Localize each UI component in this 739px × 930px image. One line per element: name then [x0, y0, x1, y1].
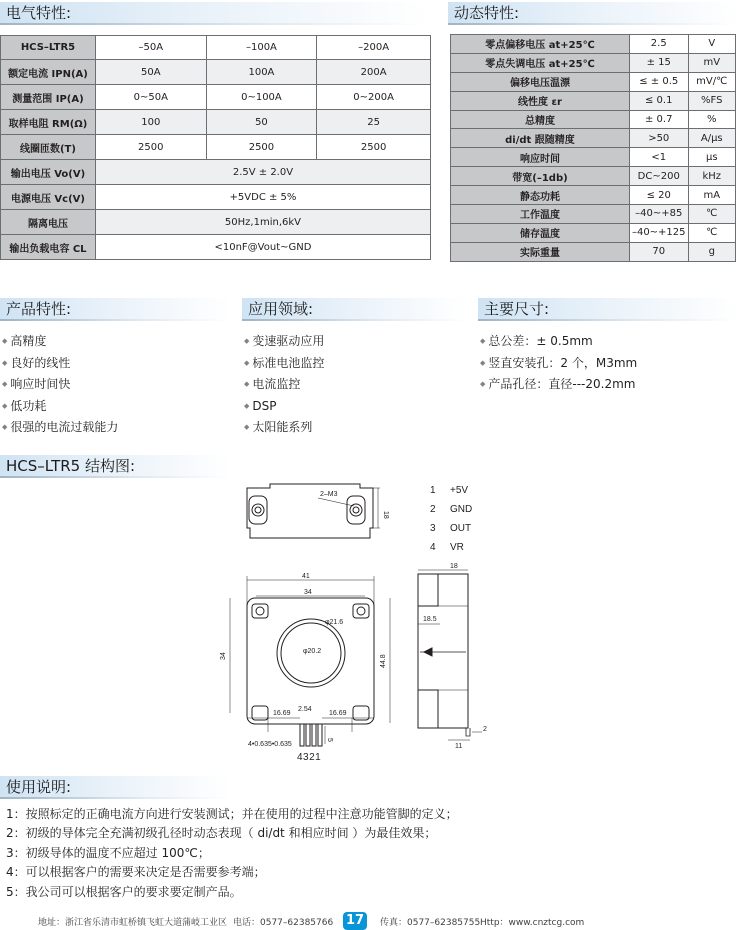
label-d216: φ21.6: [325, 619, 344, 626]
pin-name: +5V: [450, 485, 469, 496]
row-value: <10nF@Vout~GND: [95, 235, 430, 260]
label-448: 44.8: [380, 654, 387, 668]
row-value: 50: [206, 110, 317, 135]
list-item: ◆ 总公差：± 0.5mm: [480, 332, 637, 354]
row-unit: ℃: [688, 205, 735, 224]
dynamic-spec-table: [450, 34, 736, 262]
variant-header: –50A: [95, 36, 206, 60]
row-value: 2500: [95, 135, 206, 160]
table-row: [451, 167, 736, 186]
table-row: [451, 205, 736, 224]
usage-note: 2：初级的导体完全充满初级孔径时动态表现（ di/dt 和相应时间 ）为最佳效果；: [6, 826, 437, 841]
table-row: [451, 35, 736, 54]
table-row: [1, 85, 431, 110]
pin-number: 4: [430, 542, 436, 553]
usage-note: 3：初级导体的温度不应超过 100℃；: [6, 845, 210, 860]
variant-header: –100A: [206, 36, 317, 60]
footer: [0, 912, 739, 930]
structure-section-title: HCS–LTR5 结构图:: [0, 455, 230, 477]
table-row: [1, 210, 431, 235]
table-row: [451, 53, 736, 72]
row-unit: V: [688, 35, 735, 54]
row-label: 工作温度: [451, 205, 630, 224]
row-value: +5VDC ± 5%: [95, 185, 430, 210]
table-row: [451, 186, 736, 205]
table-row: [451, 72, 736, 91]
row-value: 2500: [317, 135, 431, 160]
row-value: >50: [629, 129, 688, 148]
application-section-title: 应用领域:: [242, 298, 467, 320]
usage-section-title: 使用说明:: [0, 776, 230, 798]
row-label: 输出负载电容 CL: [1, 235, 96, 260]
label-5: 5: [326, 738, 333, 742]
list-item: ◆ 电流监控: [244, 375, 324, 397]
list-item: ◆ 响应时间快: [2, 375, 118, 397]
electrical-spec-table: [0, 35, 431, 260]
footer-fax: 传真：0577–62385755: [380, 918, 481, 928]
pin-name: GND: [450, 504, 473, 515]
row-value: 70: [629, 242, 688, 261]
label-34-h: 34: [220, 652, 227, 660]
row-label: 电源电压 Vc(V): [1, 185, 96, 210]
dimensions-list: [480, 332, 637, 397]
electrical-section-title: 电气特性:: [0, 2, 430, 24]
list-item: ◆ 太阳能系列: [244, 418, 324, 440]
row-label: 总精度: [451, 110, 630, 129]
pin-name: OUT: [450, 523, 472, 534]
label-34-w: 34: [304, 589, 312, 596]
row-value: 0~50A: [95, 85, 206, 110]
side-view: [418, 563, 487, 750]
row-label: 储存温度: [451, 223, 630, 242]
pinout-list: [430, 485, 472, 553]
label-side-18: 18: [450, 563, 458, 570]
label-41: 41: [302, 573, 310, 580]
row-value: 100A: [206, 60, 317, 85]
label-side-185: 18.5: [423, 616, 437, 623]
row-value: ≤ 0.1: [629, 91, 688, 110]
label-top-18: 18: [382, 511, 389, 519]
row-label: 隔离电压: [1, 210, 96, 235]
usage-note: 4：可以根据客户的需要来决定是否需要参考端；: [6, 865, 266, 880]
list-item: ◆ 标准电池监控: [244, 354, 324, 376]
label-pins: 4•0.635•0.635: [248, 741, 292, 748]
row-unit: mA: [688, 186, 735, 205]
footer-phone: 电话：0577–62385766: [233, 918, 334, 928]
row-unit: %FS: [688, 91, 735, 110]
row-value: 50A: [95, 60, 206, 85]
row-value: –40~+85: [629, 205, 688, 224]
list-item: ◆ DSP: [244, 397, 324, 419]
usage-note: 1：按照标定的正确电流方向进行安装测试；并在使用的过程中注意功能管脚的定义；: [6, 807, 458, 821]
product-section-title: 产品特性:: [0, 298, 230, 320]
row-unit: µs: [688, 148, 735, 167]
row-value: 0~100A: [206, 85, 317, 110]
row-value: 50Hz,1min,6kV: [95, 210, 430, 235]
row-label: 取样电阻 RM(Ω): [1, 110, 96, 135]
table-row: [1, 160, 431, 185]
row-label: 偏移电压温漂: [451, 72, 630, 91]
row-value: –40~+125: [629, 223, 688, 242]
row-label: 线性度 εr: [451, 91, 630, 110]
model-header: HCS–LTR5: [1, 36, 96, 60]
row-label: 测量范围 IP(A): [1, 85, 96, 110]
dynamic-section-title: 动态特性:: [448, 2, 739, 24]
list-item: ◆ 很强的电流过载能力: [2, 418, 118, 440]
row-label: di/dt 跟随精度: [451, 129, 630, 148]
row-value: ≤ ± 0.5: [629, 72, 688, 91]
footer-web: Http：www.cnztcg.com: [480, 918, 585, 928]
list-item: ◆ 低功耗: [2, 397, 118, 419]
row-label: 零点偏移电压 at+25℃: [451, 35, 630, 54]
row-label: 静态功耗: [451, 186, 630, 205]
row-unit: ℃: [688, 223, 735, 242]
row-unit: A/µs: [688, 129, 735, 148]
dimension-section-title: 主要尺寸:: [478, 298, 739, 320]
top-view: [247, 484, 389, 538]
front-view: [220, 573, 390, 763]
list-item: ◆ 高精度: [2, 332, 118, 354]
table-row: [1, 185, 431, 210]
table-row: [1, 60, 431, 85]
row-label: 响应时间: [451, 148, 630, 167]
list-item: ◆ 变速驱动应用: [244, 332, 324, 354]
list-item: ◆ 产品孔径：直径---20.2mm: [480, 375, 637, 397]
row-label: 输出电压 Vo(V): [1, 160, 96, 185]
table-row: [1, 135, 431, 160]
row-value: ± 0.7: [629, 110, 688, 129]
pin-number: 2: [430, 504, 436, 515]
table-row: [451, 148, 736, 167]
label-side-2: 2: [483, 726, 487, 733]
row-value: <1: [629, 148, 688, 167]
label-1669-l: 16.69: [273, 710, 291, 717]
table-row: [451, 91, 736, 110]
pin-number: 1: [430, 485, 436, 496]
list-item: ◆ 良好的线性: [2, 354, 118, 376]
table-row: [451, 223, 736, 242]
label-pin-numbers: 4321: [297, 752, 322, 763]
row-value: ± 15: [629, 53, 688, 72]
label-d202: φ20.2: [303, 648, 322, 655]
pin-name: VR: [450, 542, 464, 553]
table-row: [1, 36, 431, 60]
label-254: 2.54: [298, 706, 312, 713]
row-label: 零点失调电压 at+25℃: [451, 53, 630, 72]
row-unit: %: [688, 110, 735, 129]
row-unit: kHz: [688, 167, 735, 186]
row-value: 200A: [317, 60, 431, 85]
row-value: 2500: [206, 135, 317, 160]
pin-number: 3: [430, 523, 436, 534]
row-label: 额定电流 IPN(A): [1, 60, 96, 85]
application-list: [244, 332, 324, 440]
row-value: DC~200: [629, 167, 688, 186]
table-row: [451, 110, 736, 129]
row-value: 2.5: [629, 35, 688, 54]
row-value: 2.5V ± 2.0V: [95, 160, 430, 185]
label-side-11: 11: [455, 743, 463, 750]
row-label: 实际重量: [451, 242, 630, 261]
usage-note: 5：我公司可以根据客户的要求要定制产品。: [6, 884, 242, 899]
table-row: [451, 129, 736, 148]
structure-drawing: [0, 478, 739, 778]
label-2m3: 2–M3: [320, 491, 338, 498]
usage-notes: [6, 805, 458, 902]
row-value: 100: [95, 110, 206, 135]
row-label: 线圈匝数(T): [1, 135, 96, 160]
row-value: 25: [317, 110, 431, 135]
row-unit: g: [688, 242, 735, 261]
row-label: 带宽(–1db): [451, 167, 630, 186]
table-row: [1, 235, 431, 260]
row-value: ≤ 20: [629, 186, 688, 205]
table-row: [1, 110, 431, 135]
row-unit: mV/℃: [688, 72, 735, 91]
footer-address: 地址：浙江省乐清市虹桥镇飞虹大道蒲岐工业区: [38, 918, 228, 928]
row-unit: mV: [688, 53, 735, 72]
page-number: 17: [343, 912, 367, 930]
row-value: 0~200A: [317, 85, 431, 110]
variant-header: –200A: [317, 36, 431, 60]
product-features-list: [2, 332, 118, 440]
list-item: ◆ 竖直安装孔：2 个，M3mm: [480, 354, 637, 376]
label-1669-r: 16.69: [329, 710, 347, 717]
table-row: [451, 242, 736, 261]
